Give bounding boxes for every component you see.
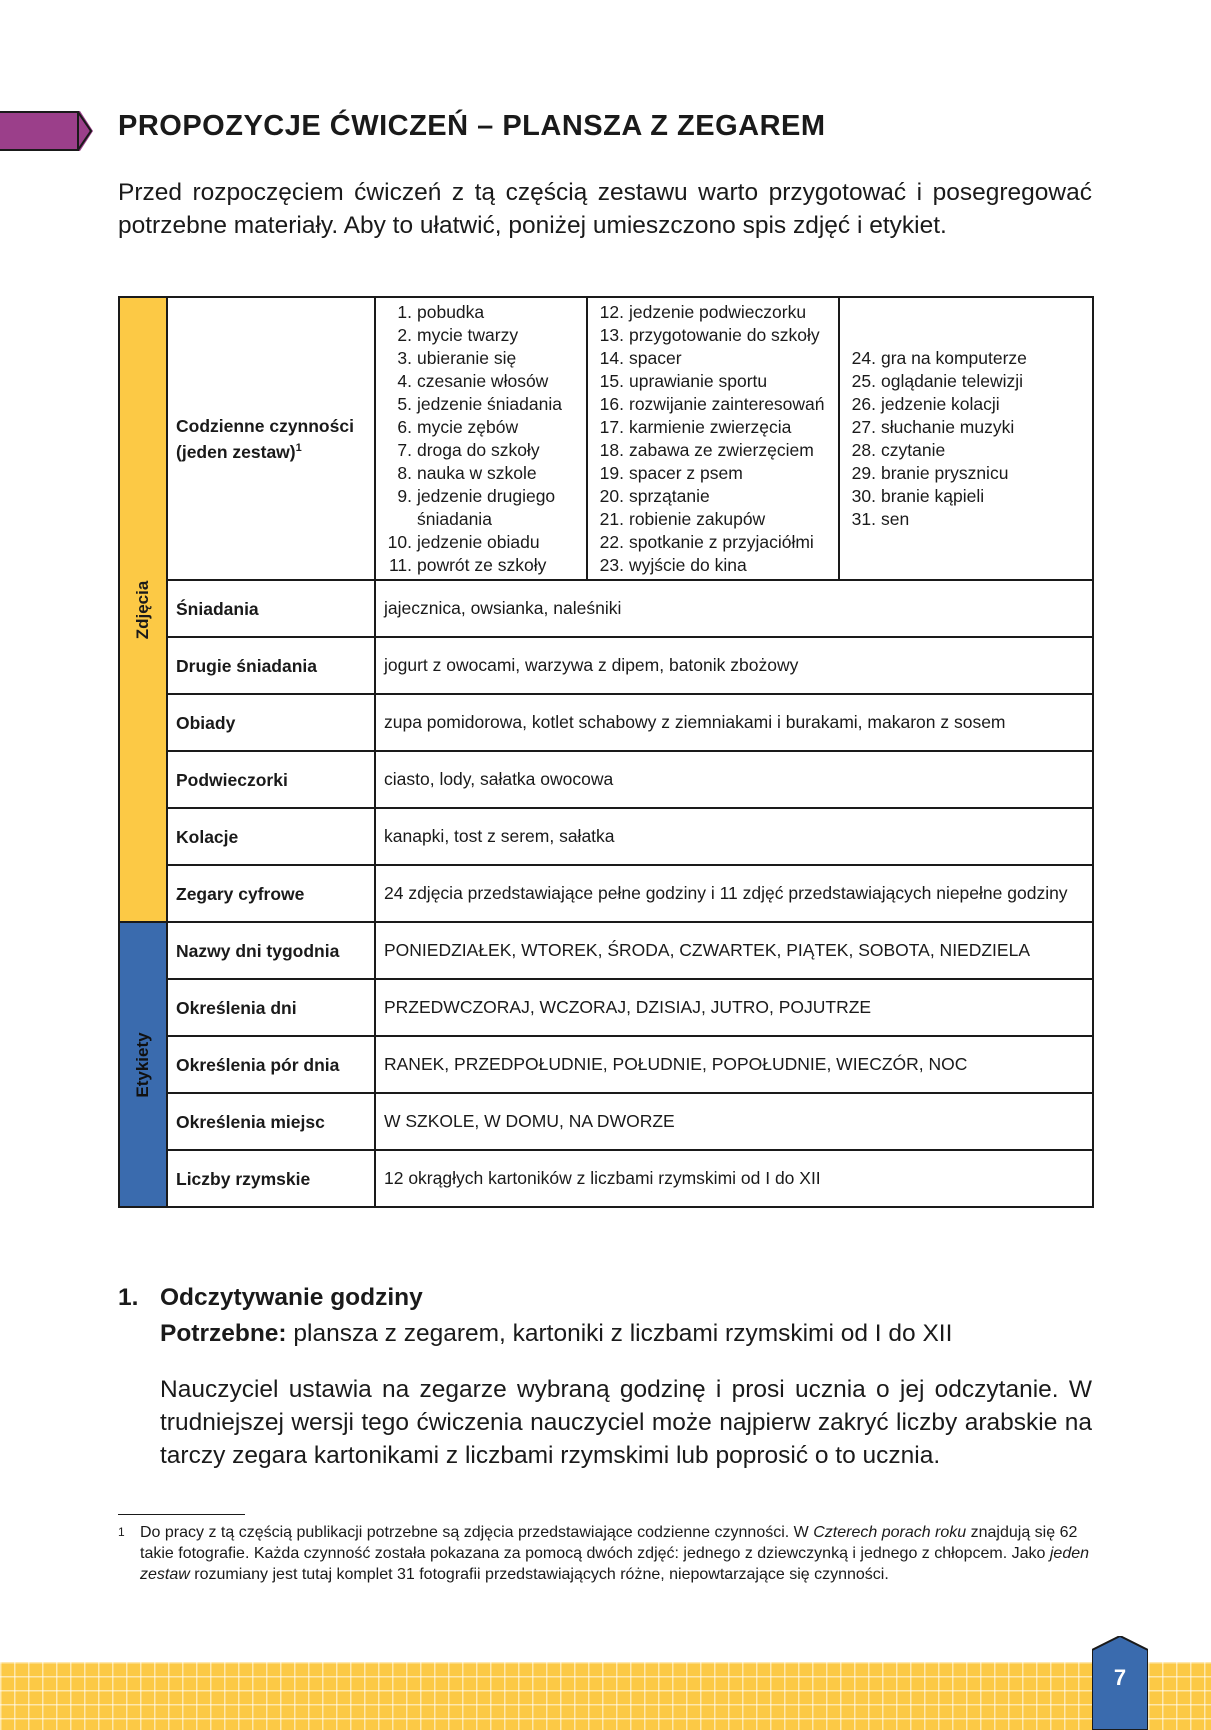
table-row: [119, 979, 1093, 1036]
photos-group-label: Zdjęcia: [119, 297, 167, 922]
activities-list-col-3: [839, 297, 1093, 580]
list-item: 28. czytanie: [851, 440, 946, 460]
list-item: 27. słuchanie muzyki: [851, 417, 1015, 437]
category-cell: Podwieczorki: [167, 751, 375, 808]
value-cell: ciasto, lody, sałatka owocowa: [375, 751, 1093, 808]
category-cell: Nazwy dni tygodnia: [167, 922, 375, 979]
exercise-needs: Potrzebne: plansza z zegarem, kartoniki z liczbami rzymskimi od I do XII: [160, 1320, 953, 1347]
table-row: [119, 922, 1093, 979]
list-item: 30. branie kąpieli: [851, 486, 985, 506]
category-cell: Określenia pór dnia: [167, 1036, 375, 1093]
table-row: [119, 694, 1093, 751]
table-row: [119, 1036, 1093, 1093]
section-tab-marker: [0, 111, 93, 151]
list-item: 22. spotkanie z przyjaciółmi: [599, 532, 814, 552]
list-item: 24. gra na komputerze: [851, 348, 1027, 368]
list-item: 17. karmienie zwierzęcia: [599, 417, 792, 437]
list-item: 2. mycie twarzy: [397, 325, 519, 345]
category-cell: Obiady: [167, 694, 375, 751]
category-cell: Drugie śniadania: [167, 637, 375, 694]
value-cell: PRZEDWCZORAJ, WCZORAJ, DZISIAJ, JUTRO, POJUTRZE: [375, 979, 1093, 1036]
exercise-description: Nauczyciel ustawia na zegarze wybraną godzinę i prosi ucznia o jej odczytanie. W trudniejszej wersji tego ćwiczenia nauczyciel może najpierw zakryć liczby arabskie na tarczy zegara kartonikami z liczbami rzymskimi lub poprosić o to ucznia.: [160, 1376, 1092, 1469]
list-item: 31. sen: [851, 509, 910, 529]
list-item: 25. oglądanie telewizji: [851, 371, 1024, 391]
category-cell: Śniadania: [167, 580, 375, 637]
value-cell: zupa pomidorowa, kotlet schabowy z ziemniakami i burakami, makaron z sosem: [375, 694, 1093, 751]
list-item: 14. spacer: [599, 348, 682, 368]
list-item: 5. jedzenie śniadania: [397, 394, 562, 414]
table-row: [119, 808, 1093, 865]
list-item: 16. rozwijanie zainteresowań: [599, 394, 825, 414]
list-item: 26. jedzenie kolacji: [851, 394, 1000, 414]
category-cell: Określenia dni: [167, 979, 375, 1036]
value-cell: kanapki, tost z serem, sałatka: [375, 808, 1093, 865]
category-cell: Zegary cyfrowe: [167, 865, 375, 922]
table-row: [119, 1150, 1093, 1207]
list-item: 21. robienie zakupów: [599, 509, 766, 529]
list-item: 6. mycie zębów: [397, 417, 519, 437]
category-cell: Codzienne czynności (jeden zestaw)$^1$: [167, 297, 375, 580]
labels-group-label: Etykiety: [119, 922, 167, 1207]
value-cell: PONIEDZIAŁEK, WTOREK, ŚRODA, CZWARTEK, PIĄTEK, SOBOTA, NIEDZIELA: [375, 922, 1093, 979]
activities-list-col-1: [375, 297, 587, 580]
table-row: [119, 580, 1093, 637]
list-item: 18. zabawa ze zwierzęciem: [599, 440, 814, 460]
table-row: [119, 751, 1093, 808]
exercise-heading: 1. Odczytywanie godziny: [118, 1284, 423, 1311]
value-cell: W SZKOLE, W DOMU, NA DWORZE: [375, 1093, 1093, 1150]
value-cell: jogurt z owocami, warzywa z dipem, batonik zbożowy: [375, 637, 1093, 694]
category-cell: Kolacje: [167, 808, 375, 865]
table-row-daily-activities: [119, 297, 1093, 580]
list-item: 8. nauka w szkole: [397, 463, 537, 483]
table-row: [119, 1093, 1093, 1150]
value-cell: RANEK, PRZEDPOŁUDNIE, POŁUDNIE, POPOŁUDNIE, WIECZÓR, NOC: [375, 1036, 1093, 1093]
decorative-grid-band: [0, 1662, 1211, 1730]
page-number: 7: [1113, 1665, 1127, 1690]
list-item: 12. jedzenie podwieczorku: [599, 302, 807, 322]
list-item: 13. przygotowanie do szkoły: [599, 325, 820, 345]
category-cell: Określenia miejsc: [167, 1093, 375, 1150]
table-row: [119, 865, 1093, 922]
value-cell: jajecznica, owsianka, naleśniki: [375, 580, 1093, 637]
list-item: 7. droga do szkoły: [397, 440, 540, 460]
list-item: 19. spacer z psem: [599, 463, 743, 483]
category-cell: Liczby rzymskie: [167, 1150, 375, 1207]
footnote: 1 Do pracy z tą częścią publikacji potrzebne są zdjęcia przedstawiające codzienne czynności. W Czterech porach roku znajdują się 62 takie fotografie. Każda czynność została pokazana za pomocą dwóch zdjęć: jednego z dziewczynką i jednego z chłopcem. Jako jeden zestaw rozumiany jest tutaj komplet 31 fotografii przedstawiających różne, niepowtarzające się czynności.: [118, 1524, 1090, 1583]
list-item: 9. jedzenie drugiego śniadania: [397, 486, 556, 529]
list-item: 4. czesanie włosów: [397, 371, 549, 391]
list-item: 20. sprzątanie: [599, 486, 710, 506]
list-item: 10. jedzenie obiadu: [387, 532, 540, 552]
list-item: 29. branie prysznicu: [851, 463, 1009, 483]
materials-table: [118, 296, 1094, 1208]
list-item: 23. wyjście do kina: [599, 555, 747, 575]
intro-paragraph: Przed rozpoczęciem ćwiczeń z tą częścią zestawu warto przygotować i posegregować potrzebne materiały. Aby to ułatwić, poniżej umieszczono spis zdjęć i etykiet.: [118, 179, 1092, 239]
list-item: 11. powrót ze szkoły: [388, 555, 547, 575]
table-row: [119, 637, 1093, 694]
list-item: 1. pobudka: [397, 302, 485, 322]
value-cell: 24 zdjęcia przedstawiające pełne godziny i 11 zdjęć przedstawiających niepełne godziny: [375, 865, 1093, 922]
list-item: 15. uprawianie sportu: [599, 371, 768, 391]
footnote-divider: [118, 1514, 245, 1515]
list-item: 3. ubieranie się: [397, 348, 517, 368]
page-title: PROPOZYCJE ĆWICZEŃ – PLANSZA Z ZEGAREM: [118, 110, 826, 142]
value-cell: 12 okrągłych kartoników z liczbami rzymskimi od I do XII: [375, 1150, 1093, 1207]
activities-list-col-2: [587, 297, 839, 580]
